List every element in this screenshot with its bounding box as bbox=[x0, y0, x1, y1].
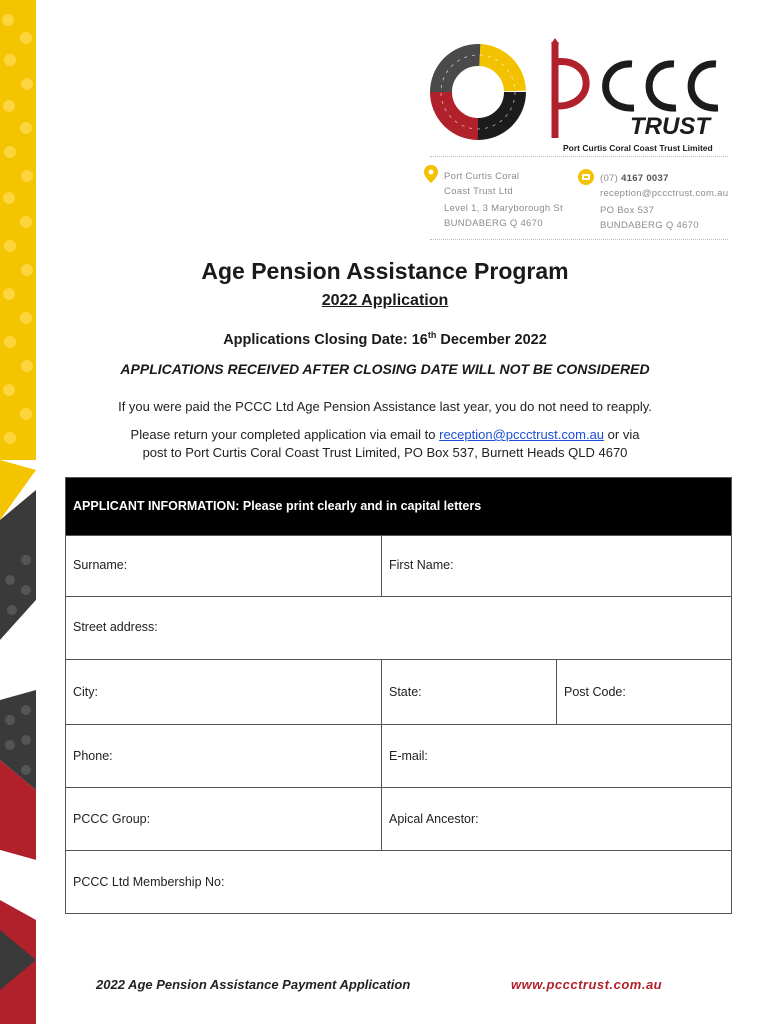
reception-email-link[interactable]: reception@pccctrust.com.au bbox=[439, 427, 605, 442]
reapply-note: If you were paid the PCCC Ltd Age Pension Assistance last year, you do not need to reapply. bbox=[118, 399, 652, 414]
phone-icon bbox=[578, 169, 594, 185]
phone-number[interactable]: 4167 0037 bbox=[621, 173, 669, 184]
page-subtitle: 2022 Application bbox=[321, 292, 449, 309]
form-row-location bbox=[66, 659, 731, 725]
pccc-group-label: PCCC Group: bbox=[73, 812, 151, 826]
return-instructions bbox=[0, 426, 770, 462]
footer-document-title: 2022 Age Pension Assistance Payment Application bbox=[96, 977, 411, 992]
contact-email[interactable]: reception@pccctrust.com.au bbox=[600, 188, 729, 199]
closing-date-sup: th bbox=[427, 330, 437, 340]
post-code-label: Post Code: bbox=[564, 685, 626, 699]
applicant-form bbox=[65, 477, 732, 914]
first-name-label: First Name: bbox=[389, 558, 454, 572]
footer-website-link[interactable]: www.pccctrust.com.au bbox=[511, 977, 663, 992]
post-code-cell[interactable] bbox=[556, 660, 733, 725]
form-row-group bbox=[66, 787, 731, 851]
phone-prefix: (07) bbox=[600, 173, 619, 184]
postal-line2: BUNDABERG Q 4670 bbox=[600, 220, 699, 231]
return-instructions-suffix: or via bbox=[604, 427, 640, 442]
closing-date-prefix: Applications Closing Date: 16 bbox=[223, 331, 428, 348]
address-org-line1: Port Curtis Coral bbox=[444, 171, 520, 182]
return-instructions-post: post to Port Curtis Coral Coast Trust Limited, PO Box 537, Burnett Heads QLD 4670 bbox=[142, 445, 628, 460]
address-org bbox=[444, 169, 519, 199]
closing-date bbox=[0, 330, 770, 348]
form-row-names bbox=[66, 535, 731, 597]
late-application-warning: APPLICATIONS RECEIVED AFTER CLOSING DATE WILL NOT BE CONSIDERED bbox=[120, 361, 650, 377]
apical-ancestor-label: Apical Ancestor: bbox=[389, 812, 479, 826]
location-pin-icon bbox=[424, 165, 438, 183]
page-title: Age Pension Assistance Program bbox=[201, 258, 569, 284]
phone-label: Phone: bbox=[73, 749, 113, 763]
form-row-contact bbox=[66, 724, 731, 788]
address-org-line2: Coast Trust Ltd bbox=[444, 186, 513, 197]
logo-trust-text: TRUST bbox=[630, 113, 710, 140]
pccc-trust-logo bbox=[420, 38, 730, 158]
apical-ancestor-cell[interactable] bbox=[381, 788, 733, 851]
postal-line1: PO Box 537 bbox=[600, 205, 655, 216]
form-header: APPLICANT INFORMATION: Please print clearly and in capital letters bbox=[66, 478, 731, 535]
email-label: E-mail: bbox=[389, 749, 428, 763]
surname-label: Surname: bbox=[73, 558, 128, 572]
decorative-side-strip bbox=[0, 0, 36, 1024]
contact-phone-email bbox=[600, 171, 728, 201]
logo-org-name: Port Curtis Coral Coast Trust Limited bbox=[563, 143, 713, 153]
address-street-line2: BUNDABERG Q 4670 bbox=[444, 218, 543, 229]
email-cell[interactable] bbox=[381, 725, 733, 788]
address-street bbox=[444, 201, 563, 231]
membership-no-label: PCCC Ltd Membership No: bbox=[73, 875, 225, 889]
first-name-cell[interactable] bbox=[381, 536, 733, 597]
form-row-membership[interactable] bbox=[66, 850, 731, 914]
return-instructions-prefix: Please return your completed application via email to bbox=[130, 427, 440, 442]
street-address-label: Street address: bbox=[73, 620, 158, 634]
contact-block bbox=[430, 156, 728, 240]
closing-date-suffix: December 2022 bbox=[436, 331, 547, 348]
city-label: City: bbox=[73, 685, 98, 699]
form-row-street[interactable] bbox=[66, 596, 731, 660]
postal-address bbox=[600, 203, 699, 233]
state-label: State: bbox=[389, 685, 422, 699]
state-cell[interactable] bbox=[381, 660, 557, 725]
address-street-line1: Level 1, 3 Maryborough St bbox=[444, 203, 563, 214]
